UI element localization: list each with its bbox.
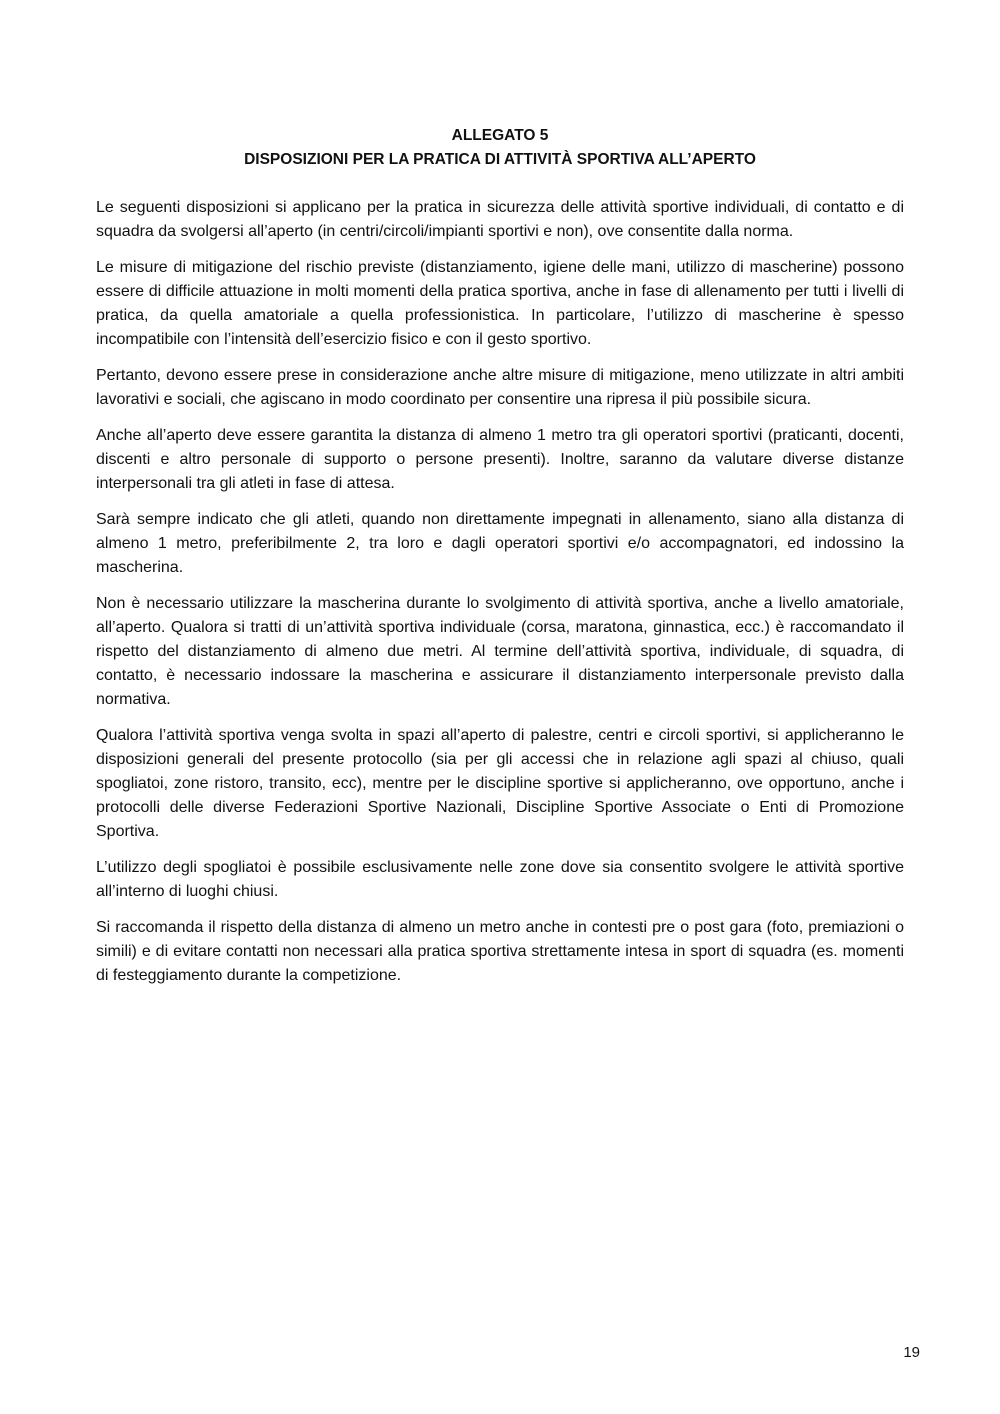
paragraph: Non è necessario utilizzare la mascherina durante lo svolgimento di attività sportiva, anche a livello amatoriale, all’aperto. Qualora si tratti di un’attività sportiva individuale (corsa, maratona, ginnastica, ecc.) è raccomandato il rispetto del distanziamento di almeno due metri. Al termine dell’attività sportiva, individuale, di squadra, di contatto, è necessario indossare la mascherina e assicurare il distanziamento interpersonale previsto dalla normativa. — [96, 595, 904, 708]
paragraph: Qualora l’attività sportiva venga svolta in spazi all’aperto di palestre, centri e circoli sportivi, si applicheranno le disposizioni generali del presente protocollo (sia per gli accessi che in relazione agli spazi al chiuso, quali spogliatoi, zone ristoro, transito, ecc), mentre per le discipline sportive si applicheranno, ove opportuno, anche i protocolli delle diverse Federazioni Sportive Nazionali, Discipline Sportive Associate o Enti di Promozione Sportiva. — [96, 727, 904, 840]
document-body — [96, 196, 904, 1000]
page-number: 19 — [903, 1344, 920, 1361]
paragraph: Sarà sempre indicato che gli atleti, quando non direttamente impegnati in allenamento, siano alla distanza di almeno 1 metro, preferibilmente 2, tra loro e dagli operatori sportivi e/o accompagnatori, ed indossino la mascherina. — [96, 511, 904, 576]
document-heading — [96, 124, 904, 172]
paragraph: Si raccomanda il rispetto della distanza di almeno un metro anche in contesti pre o post gara (foto, premiazioni o simili) e di evitare contatti non necessari alla pratica sportiva strettamente intesa in sport di squadra (es. momenti di festeggiamento durante la competizione. — [96, 919, 904, 984]
paragraph: Anche all’aperto deve essere garantita la distanza di almeno 1 metro tra gli operatori sportivi (praticanti, docenti, discenti e altro personale di supporto o persone presenti). Inoltre, saranno da valutare diverse distanze interpersonali tra gli atleti in fase di attesa. — [96, 427, 904, 492]
paragraph: Pertanto, devono essere prese in considerazione anche altre misure di mitigazione, meno utilizzate in altri ambiti lavorativi e sociali, che agiscano in modo coordinato per consentire una ripresa il più possibile sicura. — [96, 367, 904, 408]
paragraph: L’utilizzo degli spogliatoi è possibile esclusivamente nelle zone dove sia consentito svolgere le attività sportive all’interno di luoghi chiusi. — [96, 859, 904, 900]
paragraph: Le seguenti disposizioni si applicano per la pratica in sicurezza delle attività sportive individuali, di contatto e di squadra da svolgersi all’aperto (in centri/circoli/impianti sportivi e non), ove consentite dalla norma. — [96, 199, 904, 240]
paragraph: Le misure di mitigazione del rischio previste (distanziamento, igiene delle mani, utilizzo di mascherine) possono essere di difficile attuazione in molti momenti della pratica sportiva, anche in fase di allenamento per tutti i livelli di pratica, da quella amatoriale a quella professionistica. In particolare, l’utilizzo di mascherine è spesso incompatibile con l’intensità dell’esercizio fisico e con il gesto sportivo. — [96, 259, 904, 348]
annex-subtitle: DISPOSIZIONI PER LA PRATICA DI ATTIVITÀ SPORTIVA ALL’APERTO — [244, 151, 756, 168]
annex-title: ALLEGATO 5 — [451, 127, 549, 144]
